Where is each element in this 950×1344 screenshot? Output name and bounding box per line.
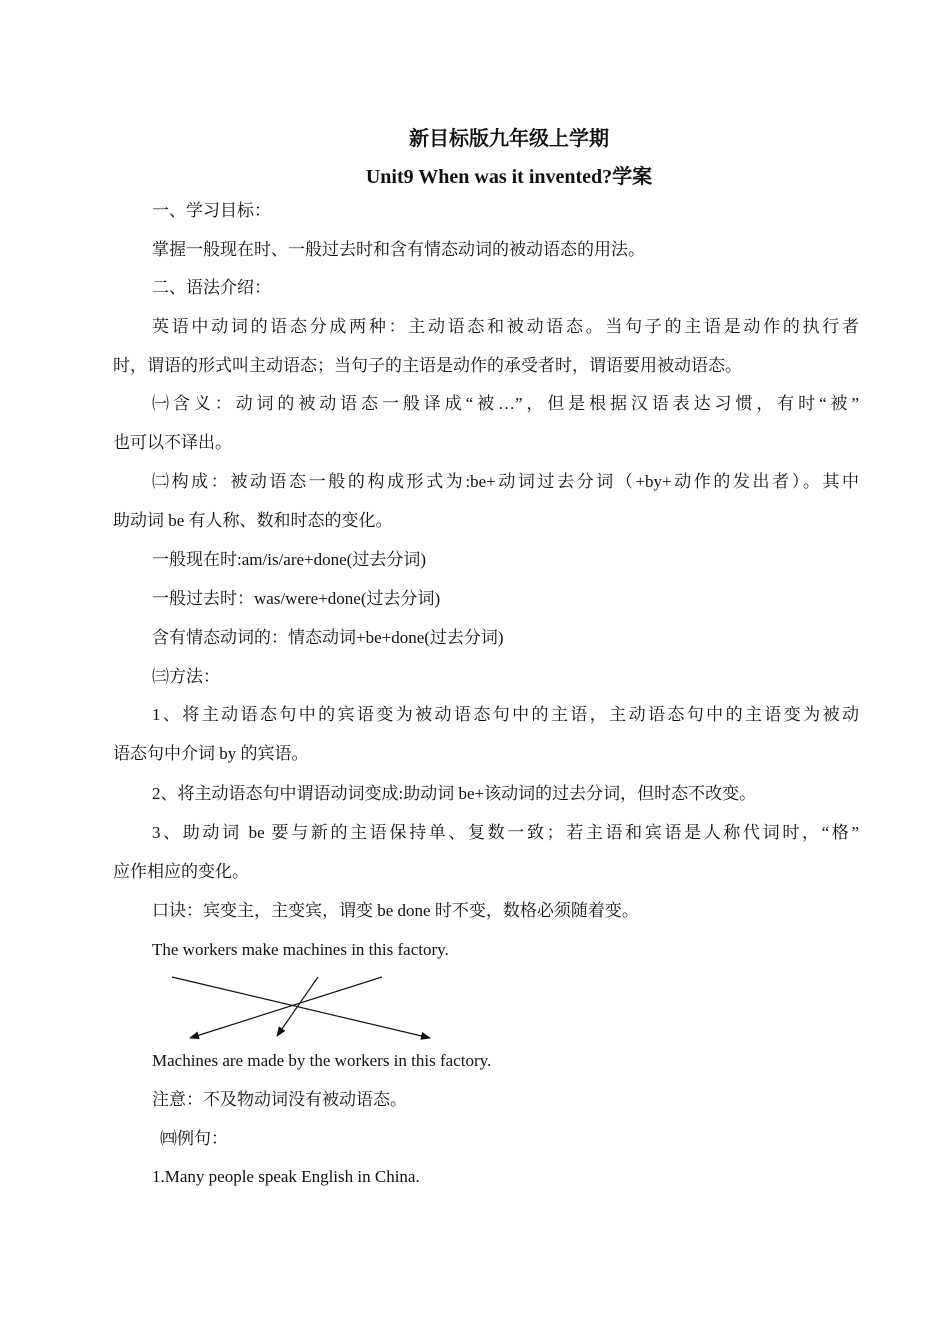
grammar-paragraph-line: 时，谓语的形式叫主动语态；当句子的主语是动作的承受者时，谓语要用被动语态。 (113, 356, 742, 375)
active-example-sentence: The workers make machines in this factory. (152, 940, 449, 959)
document-title: 新目标版九年级上学期 (409, 128, 609, 150)
structure-paragraph-line: 助动词 be 有人称、数和时态的变化。 (113, 511, 393, 530)
arrow-subject-to-object (172, 977, 430, 1038)
meaning-paragraph-line: 也可以不译出。 (113, 433, 232, 452)
mnemonic-text: 口诀：宾变主，主变宾，谓变 be done 时不变，数格必须随着变。 (152, 901, 639, 920)
method-step-line: 2、将主动语态句中谓语动词变成:助动词 be+该动词的过去分词，但时态不改变。 (152, 784, 757, 803)
arrow-verb-to-be-done (277, 977, 318, 1036)
transformation-arrows-diagram (150, 965, 450, 1050)
arrow-object-to-subject (190, 977, 382, 1038)
section-heading-method: ㈢方法： (152, 667, 220, 686)
tense-formula: 一般过去时：was/were+done(过去分词) (152, 589, 441, 608)
meaning-paragraph-line: ㈠含义：动词的被动语态一般译成“被…”，但是根据汉语表达习惯，有时“被” (152, 394, 859, 413)
method-step-line: 3、助动词 be 要与新的主语保持单、复数一致；若主语和宾语是人称代词时，“格” (152, 823, 859, 842)
document-subtitle: Unit9 When was it invented?学案 (365, 166, 653, 188)
section-heading-examples: ㈣例句： (160, 1129, 228, 1148)
note-text: 注意：不及物动词没有被动语态。 (152, 1090, 407, 1109)
section-heading-grammar: 二、语法介绍： (152, 278, 271, 297)
grammar-paragraph-line: 英语中动词的语态分成两种：主动语态和被动语态。当句子的主语是动作的执行者 (152, 317, 859, 336)
tense-formula: 一般现在时:am/is/are+done(过去分词) (152, 550, 426, 569)
structure-paragraph-line: ㈡构成：被动语态一般的构成形式为:be+动词过去分词（+by+动作的发出者）。其中 (152, 472, 859, 491)
method-step-line: 语态句中介词 by 的宾语。 (113, 744, 309, 763)
section-heading-objectives: 一、学习目标： (152, 201, 271, 220)
method-step-line: 应作相应的变化。 (113, 862, 249, 881)
passive-example-sentence: Machines are made by the workers in this factory. (152, 1051, 492, 1070)
method-step-line: 1、将主动语态句中的宾语变为被动语态句中的主语，主动语态句中的主语变为被动 (152, 705, 859, 724)
tense-formula: 含有情态动词的：情态动词+be+done(过去分词) (152, 628, 504, 647)
objectives-text: 掌握一般现在时、一般过去时和含有情态动词的被动语态的用法。 (152, 240, 645, 259)
example-sentence-1: 1.Many people speak English in China. (152, 1167, 420, 1186)
